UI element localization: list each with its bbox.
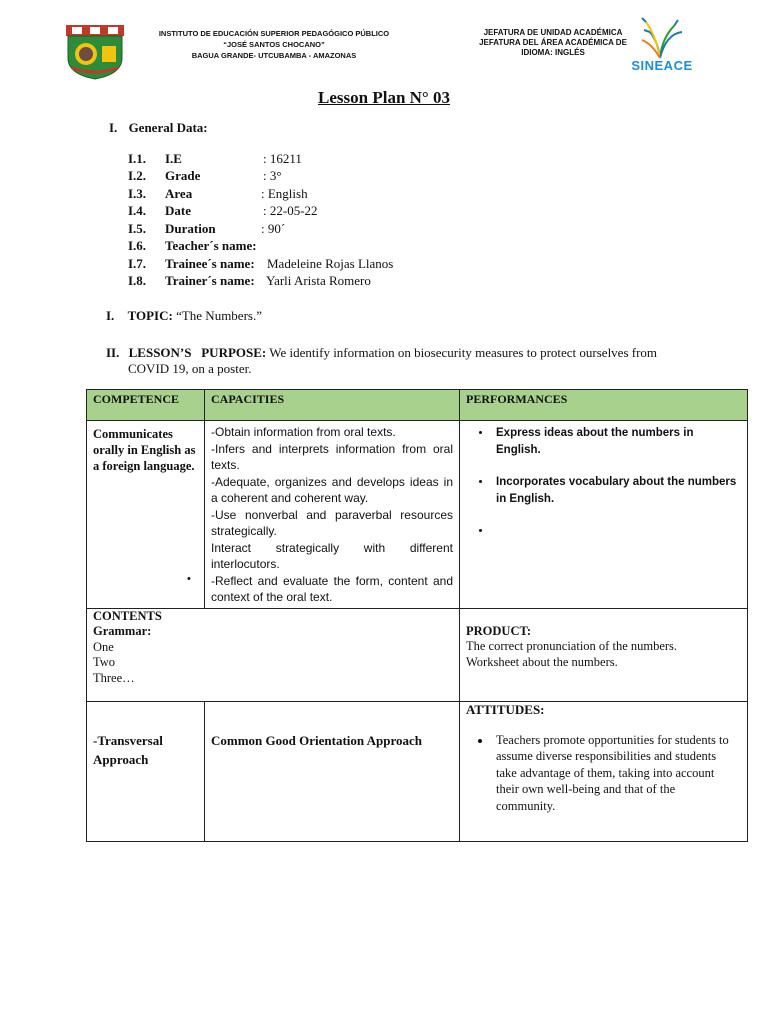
item-value: : 22-05-22 bbox=[263, 203, 318, 218]
page-title: Lesson Plan N° 03 bbox=[318, 88, 450, 107]
attitudes-list bbox=[466, 732, 741, 815]
lesson-plan-table bbox=[86, 389, 748, 842]
capacity-item: -Obtain information from oral texts. bbox=[211, 425, 396, 439]
item-value: Yarli Arista Romero bbox=[266, 273, 371, 288]
purpose-text: We identify information on biosecurity measures to protect ourselves from bbox=[269, 345, 658, 360]
topic-value: “The Numbers.” bbox=[176, 308, 262, 323]
item-label: Grade bbox=[165, 168, 201, 183]
performance-item bbox=[492, 523, 741, 540]
item-label: Duration bbox=[165, 221, 216, 236]
item-label: I.E bbox=[165, 151, 182, 166]
general-data-row-trainee bbox=[0, 256, 768, 273]
grammar-title: Grammar: bbox=[93, 624, 152, 638]
item-number: I.7. bbox=[128, 256, 147, 271]
contents-item: One bbox=[93, 639, 114, 654]
approach-value: Common Good Orientation Approach bbox=[211, 732, 423, 748]
section-title: General Data: bbox=[128, 120, 208, 135]
item-number: I.8. bbox=[128, 273, 147, 288]
capacity-item: -Adequate, organizes and develops ideas in a coherent and coherent way. bbox=[211, 474, 453, 505]
general-data-row-area bbox=[0, 186, 768, 203]
attitudes-title: ATTITUDES: bbox=[466, 701, 545, 717]
product-item: Worksheet about the numbers. bbox=[466, 654, 618, 669]
item-value: : 16211 bbox=[263, 151, 302, 166]
approach-label-cell bbox=[87, 701, 205, 841]
item-value: : English bbox=[261, 186, 308, 201]
bullet-icon: • bbox=[187, 573, 191, 585]
institute-header-text bbox=[140, 28, 408, 61]
general-data-row-ie bbox=[0, 151, 768, 168]
topic-label: TOPIC: bbox=[127, 308, 173, 323]
item-number: I.1. bbox=[128, 151, 147, 166]
performance-item: • Express ideas about the numbers in English. bbox=[492, 425, 741, 458]
item-label: Area bbox=[165, 186, 193, 201]
item-value: : 3° bbox=[263, 168, 282, 183]
performance-item: • Incorporates vocabulary about the numbers in English. bbox=[492, 474, 741, 507]
contents-item: Three… bbox=[93, 670, 135, 685]
capacity-item: -Reflect and evaluate the form, content and context of the oral text. bbox=[211, 573, 453, 604]
general-data-row-teacher bbox=[0, 238, 768, 255]
general-data-row-grade bbox=[0, 168, 768, 185]
header-performances: PERFORMANCES bbox=[460, 390, 748, 421]
jefatura-line: IDIOMA: INGLÉS bbox=[521, 48, 585, 57]
table-row bbox=[87, 701, 748, 841]
general-data-heading bbox=[109, 120, 208, 136]
jefatura-line: JEFATURA DEL ÁREA ACADÉMICA DE bbox=[479, 38, 627, 47]
item-value: Madeleine Rojas Llanos bbox=[267, 256, 394, 271]
topic-line bbox=[106, 308, 262, 324]
item-label: Teacher´s name: bbox=[165, 238, 257, 253]
purpose-line-continued: COVID 19, on a poster. bbox=[128, 361, 252, 376]
item-label: Date bbox=[165, 203, 191, 218]
item-number: I.5. bbox=[128, 221, 147, 236]
item-label: Trainer´s name: bbox=[165, 273, 255, 288]
table-header-row bbox=[87, 390, 748, 421]
item-number: I.6. bbox=[128, 238, 147, 253]
product-title: PRODUCT: bbox=[466, 623, 532, 638]
capacity-item: Interact strategically with different interlocutors. bbox=[211, 540, 453, 571]
institute-line: INSTITUTO DE EDUCACIÓN SUPERIOR PEDAGÓGICO PÚBLICO bbox=[158, 29, 390, 38]
approach-label: -Transversal Approach bbox=[93, 732, 163, 767]
product-cell bbox=[460, 608, 748, 701]
approach-value-cell bbox=[205, 701, 460, 841]
section-number: II. bbox=[106, 345, 120, 360]
performances-list bbox=[470, 425, 741, 540]
item-number: I.4. bbox=[128, 203, 147, 218]
item-label: Trainee´s name: bbox=[165, 256, 255, 271]
header-capacities: CAPACITIES bbox=[205, 390, 460, 421]
capacities-cell bbox=[187, 421, 460, 609]
institute-line: “JOSÉ SANTOS CHOCANO” bbox=[223, 40, 325, 49]
attitude-item: • Teachers promote opportunities for students to assume diverse responsibilities and students take advantage of them, taking into account their own well-being and that of the community. bbox=[492, 732, 735, 815]
general-data-row-date bbox=[0, 203, 768, 220]
contents-item: Two bbox=[93, 655, 116, 669]
table-row bbox=[87, 608, 748, 701]
competence-text: Communicates orally in English as a foreign language. bbox=[93, 427, 196, 473]
section-number: I. bbox=[109, 120, 118, 135]
capacity-item: -Infers and interprets information from oral texts. bbox=[211, 441, 453, 472]
section-number: I. bbox=[106, 308, 115, 323]
product-item: The correct pronunciation of the numbers. bbox=[466, 639, 678, 653]
purpose-label: LESSON’S PURPOSE: bbox=[128, 345, 267, 360]
contents-cell bbox=[87, 608, 460, 701]
jefatura-line: JEFATURA DE UNIDAD ACADÉMICA bbox=[483, 28, 623, 37]
item-number: I.2. bbox=[128, 168, 147, 183]
general-data-row-duration bbox=[0, 221, 768, 238]
institute-line: BAGUA GRANDE- UTCUBAMBA - AMAZONAS bbox=[191, 51, 357, 60]
institute-crest-logo bbox=[64, 24, 126, 80]
capacity-item: -Use nonverbal and paraverbal resources strategically. bbox=[211, 507, 453, 538]
general-data-row-trainer bbox=[0, 273, 768, 290]
performances-cell bbox=[460, 421, 748, 609]
header-competence: COMPETENCE bbox=[87, 390, 205, 421]
attitudes-cell bbox=[460, 701, 748, 841]
sineace-logo-text: SINEACE bbox=[631, 58, 693, 73]
sineace-logo bbox=[622, 14, 702, 74]
purpose-line bbox=[106, 345, 657, 361]
table-row bbox=[87, 421, 748, 609]
contents-title: CONTENTS bbox=[93, 608, 162, 623]
item-number: I.3. bbox=[128, 186, 147, 201]
item-value: : 90´ bbox=[261, 221, 286, 236]
